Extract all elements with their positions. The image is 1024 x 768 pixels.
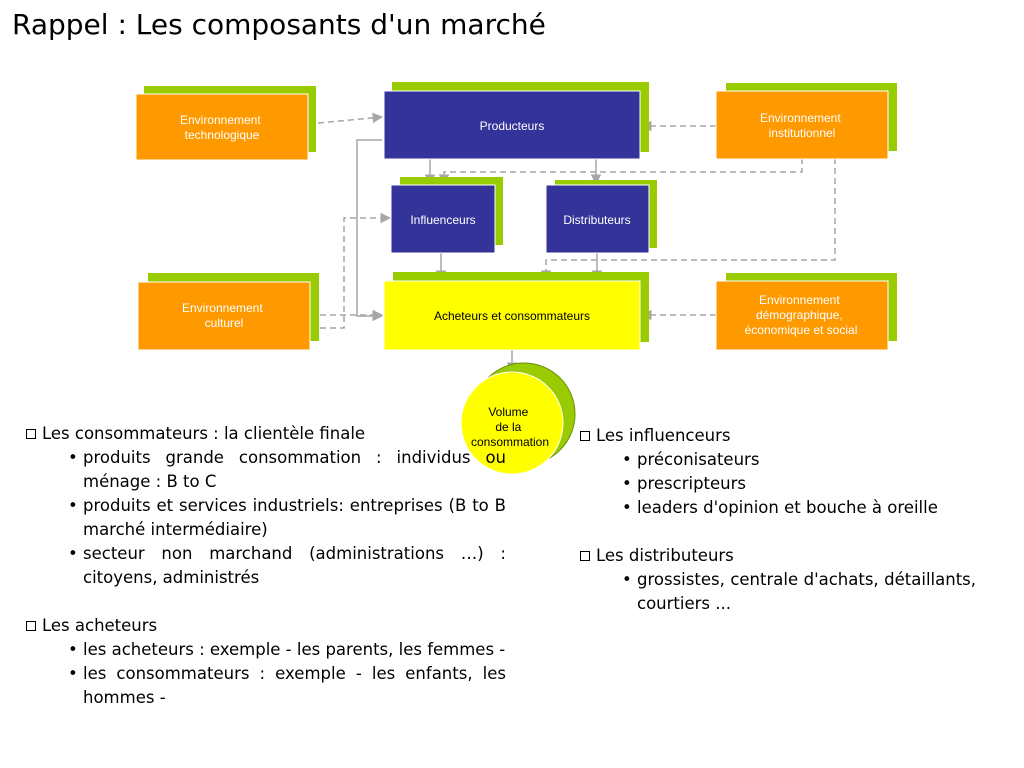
bullet-item: • prescripteurs	[622, 472, 976, 496]
checkbox-square-icon	[26, 429, 36, 439]
box-env-demographique	[716, 273, 897, 350]
env-demo-line: économique et social	[744, 323, 858, 337]
checkbox-square-icon	[26, 621, 36, 631]
connector-cult-influenceurs	[310, 218, 390, 328]
bullet-list	[24, 446, 506, 590]
page-title: Rappel : Les composants d'un marché	[12, 8, 546, 41]
bullet-item: • préconisateurs	[622, 448, 976, 472]
bullet-item: • produits grande consommation : individus ou ménage : B to C	[68, 446, 506, 494]
svg-text:Environnement démographi	[745, 293, 858, 337]
connector-producteurs-acheteurs	[357, 140, 382, 316]
bullet-item: • leaders d'opinion et bouche à oreille	[622, 496, 976, 520]
producteurs-label: Producteurs	[479, 119, 545, 133]
section-heading: Les influenceurs	[596, 426, 731, 445]
left-column	[24, 422, 506, 710]
bullet-list	[578, 568, 976, 616]
volume-line: Volume	[488, 405, 529, 419]
section-consommateurs	[24, 422, 506, 590]
bullet-item: • les consommateurs : exemple - les enfants, les hommes -	[68, 662, 506, 710]
section-heading: Les acheteurs	[42, 616, 158, 635]
env-inst-line: institutionnel	[768, 126, 836, 140]
distributeurs-label: Distributeurs	[563, 213, 631, 227]
section-influenceurs	[578, 424, 976, 520]
box-env-institutionnel	[716, 83, 897, 159]
svg-text:Environnement technologi	[180, 113, 264, 142]
env-demo-line: Environnement	[758, 293, 840, 307]
bullet-item: • grossistes, centrale d'achats, détaillants, courtiers ...	[622, 568, 976, 616]
checkbox-square-icon	[580, 431, 590, 441]
bullet-list	[24, 638, 506, 710]
checkbox-square-icon	[580, 551, 590, 561]
box-env-culturel	[138, 273, 319, 350]
bullet-item: • les acheteurs : exemple - les parents, les femmes -	[68, 638, 506, 662]
box-env-technologique	[136, 86, 316, 160]
influenceurs-label: Influenceurs	[410, 213, 476, 227]
volume-line: consommation	[470, 435, 550, 449]
env-demo-line: démographique,	[755, 308, 843, 322]
env-cult-line: Environnement	[181, 301, 263, 315]
volume-line: de la	[495, 420, 522, 434]
section-acheteurs	[24, 614, 506, 710]
box-distributeurs	[546, 180, 657, 253]
box-acheteurs	[384, 272, 649, 350]
env-tech-line: technologique	[184, 128, 260, 142]
connector-tech-producteurs	[308, 117, 382, 124]
box-influenceurs	[391, 177, 503, 253]
env-cult-line: culturel	[204, 316, 244, 330]
svg-text:Environnement institutio	[760, 111, 844, 140]
section-heading: Les distributeurs	[596, 546, 734, 565]
acheteurs-label: Acheteurs et consommateurs	[433, 309, 591, 323]
bullet-item: • produits et services industriels: entreprises (B to B marché intermédiaire)	[68, 494, 506, 542]
section-distributeurs	[578, 544, 976, 616]
env-inst-line: Environnement	[759, 111, 841, 125]
env-tech-line: Environnement	[179, 113, 261, 127]
bullet-item: • secteur non marchand (administrations …) : citoyens, administrés	[68, 542, 506, 590]
bullet-list	[578, 448, 976, 520]
box-producteurs	[384, 82, 649, 159]
section-heading: Les consommateurs : la clientèle finale	[42, 424, 366, 443]
right-column	[578, 424, 976, 616]
